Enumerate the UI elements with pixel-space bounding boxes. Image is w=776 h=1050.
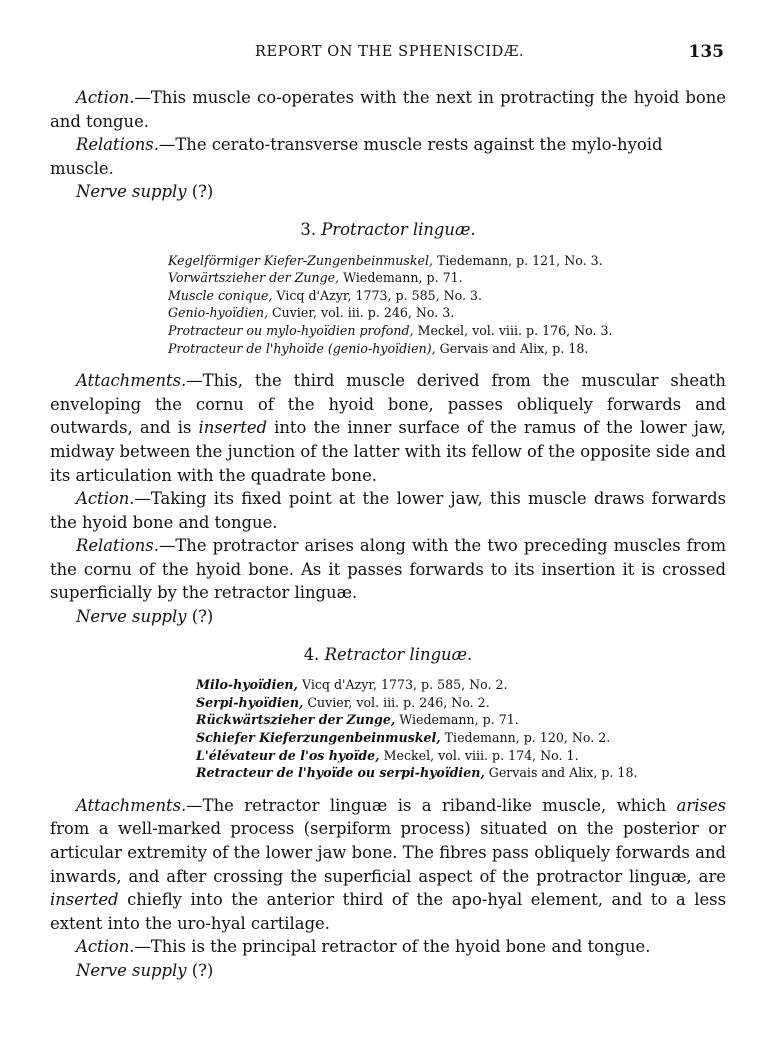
- section-3-title: Protractor linguæ.: [321, 219, 476, 239]
- nerve-label: Nerve supply: [76, 607, 187, 627]
- synonym-name: Milo-hyoïdien,: [196, 677, 298, 693]
- section-3-synonyms: [50, 252, 726, 358]
- attachments-emphasis: inserted: [198, 418, 268, 438]
- section-3-heading: [50, 218, 726, 242]
- intro-relations-paragraph: [50, 133, 726, 180]
- intro-action-paragraph: [50, 86, 726, 133]
- attachments-emphasis-arises: arises: [676, 795, 726, 815]
- synonym-ref: Wiedemann, p. 71.: [395, 712, 519, 728]
- action-text: —This is the principal retractor of the hyoid bone and tongue.: [134, 937, 651, 957]
- synonym-row: [168, 304, 726, 322]
- page-number: 135: [688, 42, 724, 62]
- section-4-action-paragraph: [50, 935, 726, 959]
- synonym-name: Retracteur de l'hyoïde ou serpi-hyoïdien,: [196, 765, 485, 781]
- synonym-name: Serpi-hyoïdien,: [196, 694, 304, 710]
- attachments-label: Attachments.: [76, 371, 187, 391]
- synonym-name: Protracteur ou mylo-hyoïdien profond,: [168, 322, 414, 338]
- attachments-text-a: —This, the third muscle derived from the muscular sheath enveloping the cornu of the hyoid bone, passes obliquely forwards and outwards, and is: [50, 371, 726, 438]
- action-text: —This muscle co-operates with the next in protracting the hyoid bone and tongue.: [50, 88, 726, 131]
- action-text: —Taking its fixed point at the lower jaw, this muscle draws forwards the hyoid bone and tongue.: [50, 489, 726, 532]
- synonym-name: Genio-hyoïdien,: [168, 305, 268, 321]
- synonym-row: [196, 694, 726, 712]
- nerve-text: (?): [186, 182, 214, 202]
- section-4-nerve-paragraph: [50, 959, 726, 983]
- synonym-row: [168, 287, 726, 305]
- synonym-ref: Vicq d'Azyr, 1773, p. 585, No. 3.: [272, 287, 483, 303]
- nerve-text: (?): [186, 607, 214, 627]
- attachments-text-c: chiefly into the anterior third of the apo-hyal element, and to a less extent into the uro-hyal cartilage.: [50, 890, 726, 933]
- synonym-ref: Cuvier, vol. iii. p. 246, No. 3.: [267, 305, 455, 321]
- action-label: Action.: [76, 489, 135, 509]
- synonym-row: [196, 747, 726, 765]
- synonym-row: [168, 269, 726, 287]
- section-4-number: 4.: [303, 644, 320, 664]
- relations-label: Relations.: [76, 135, 159, 155]
- synonym-row: [196, 676, 726, 694]
- relations-text: —The protractor arises along with the two preceding muscles from the cornu of the hyoid bone. As it passes forwards to its insertion it is crossed superficially by the retractor linguæ.: [50, 536, 726, 603]
- synonym-row: [168, 340, 726, 358]
- section-3-action-paragraph: [50, 487, 726, 534]
- synonym-name: Kegelförmiger Kiefer-Zungenbeinmuskel,: [168, 252, 433, 268]
- synonym-ref: Cuvier, vol. iii. p. 246, No. 2.: [303, 694, 490, 710]
- nerve-label: Nerve supply: [76, 182, 187, 202]
- section-3-relations-paragraph: [50, 534, 726, 605]
- synonym-ref: Meckel, vol. viii. p. 176, No. 3.: [413, 322, 613, 338]
- section-4-heading: [50, 643, 726, 667]
- synonym-ref: Tiedemann, p. 121, No. 3.: [433, 252, 603, 268]
- running-header: REPORT ON THE SPHENISCIDÆ.: [255, 44, 525, 60]
- nerve-label: Nerve supply: [76, 960, 187, 980]
- synonym-ref: Wiedemann, p. 71.: [339, 270, 463, 286]
- synonym-row: [196, 711, 726, 729]
- synonym-row: [168, 252, 726, 270]
- action-label: Action.: [76, 937, 135, 957]
- attachments-text-b: from a well-marked process (serpiform process) situated on the posterior or articular extremity of the lower jaw bone. The fibres pass obliquely forwards and inwards, and after crossing the superficial aspect of the protractor linguæ, are: [50, 819, 726, 886]
- synonym-name: Schiefer Kieferzungenbeinmuskel,: [196, 730, 441, 746]
- action-label: Action.: [76, 88, 135, 107]
- synonym-name: Rückwärtszieher der Zunge,: [196, 712, 396, 728]
- synonym-row: [196, 729, 726, 747]
- section-3-nerve-paragraph: [50, 605, 726, 629]
- synonym-name: Protracteur de l'hyhoïde (genio-hyoïdien),: [168, 340, 436, 356]
- attachments-text-a: —The retractor linguæ is a riband-like muscle, which: [186, 795, 677, 815]
- synonym-ref: Vicq d'Azyr, 1773, p. 585, No. 2.: [297, 677, 508, 693]
- page-body: [50, 86, 726, 983]
- relations-label: Relations.: [76, 536, 159, 556]
- synonym-ref: Meckel, vol. viii. p. 174, No. 1.: [379, 747, 579, 763]
- section-4-title: Retractor linguæ.: [324, 644, 473, 664]
- synonym-name: Vorwärtszieher der Zunge,: [168, 270, 340, 286]
- intro-nerve-paragraph: [50, 180, 726, 204]
- synonym-row: [168, 322, 726, 340]
- synonym-ref: Tiedemann, p. 120, No. 2.: [440, 730, 611, 746]
- relations-text: —The cerato-transverse muscle rests against the mylo-hyoid muscle.: [50, 135, 663, 178]
- nerve-text: (?): [186, 960, 214, 980]
- attachments-text-b: into the inner surface of the ramus of the lower jaw, midway between the junction of the latter with its fellow of the opposite side and its articulation with the quadrate bone.: [50, 418, 726, 485]
- section-4-attachments-paragraph: [50, 794, 726, 936]
- section-4-synonyms: [50, 676, 726, 782]
- synonym-name: L'élévateur de l'os hyoïde,: [196, 747, 380, 763]
- section-3-attachments-paragraph: [50, 369, 726, 487]
- section-3-number: 3.: [300, 219, 317, 239]
- synonym-name: Muscle conique,: [168, 287, 273, 303]
- synonym-ref: Gervais and Alix, p. 18.: [484, 765, 638, 781]
- synonym-row: [196, 764, 726, 782]
- attachments-label: Attachments.: [76, 795, 187, 815]
- attachments-emphasis-inserted: inserted: [50, 890, 119, 910]
- synonym-ref: Gervais and Alix, p. 18.: [435, 340, 589, 356]
